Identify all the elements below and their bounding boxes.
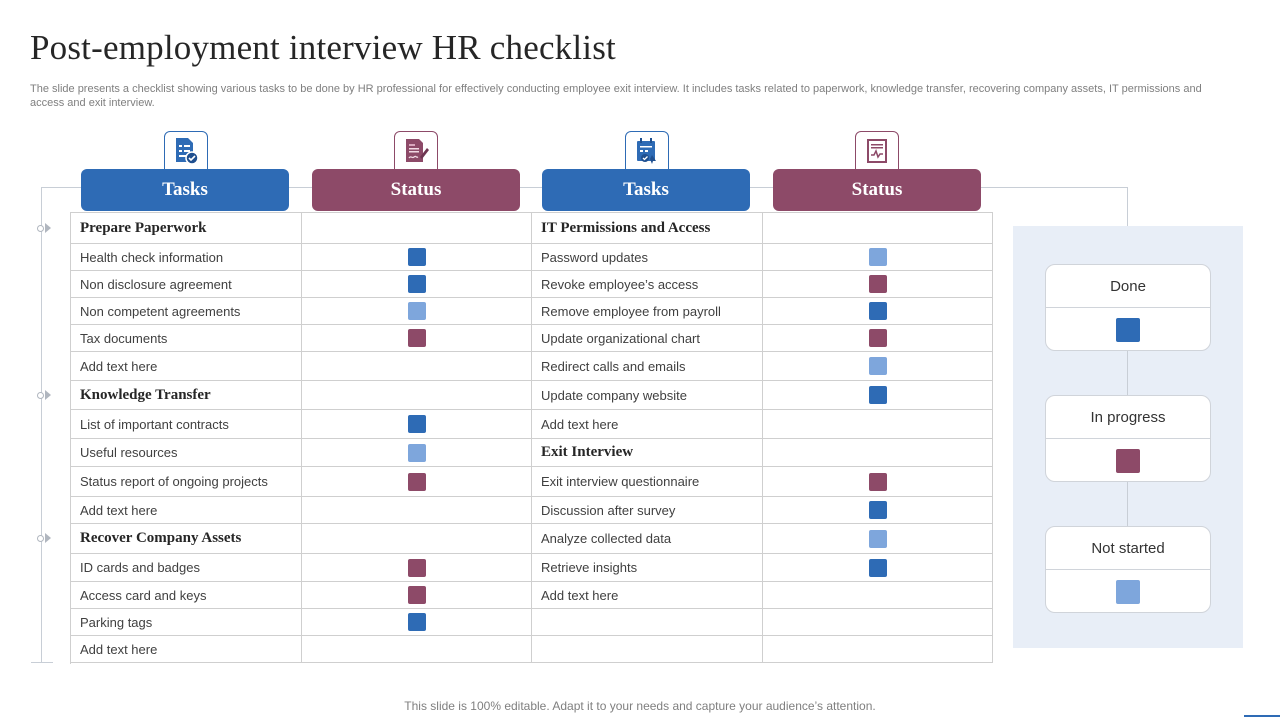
status-cell bbox=[763, 271, 993, 298]
task-label: Password updates bbox=[532, 244, 763, 271]
status-indicator-in-progress bbox=[408, 473, 426, 491]
status-cell bbox=[763, 410, 993, 439]
status-cell bbox=[302, 554, 532, 582]
section-heading: Recover Company Assets bbox=[71, 524, 302, 554]
task-label: Discussion after survey bbox=[532, 497, 763, 524]
status-cell bbox=[302, 244, 532, 271]
status-cell bbox=[302, 271, 532, 298]
task-label: Status report of ongoing projects bbox=[71, 467, 302, 497]
connector-bottom-stub bbox=[31, 662, 53, 663]
task-label: Useful resources bbox=[71, 439, 302, 467]
document-check-icon bbox=[173, 137, 199, 170]
status-cell bbox=[302, 497, 532, 524]
legend-card-done bbox=[1045, 264, 1211, 351]
status-cell bbox=[763, 467, 993, 497]
status-cell bbox=[302, 352, 532, 381]
task-label: Update company website bbox=[532, 381, 763, 410]
status-cell bbox=[302, 467, 532, 497]
task-label: Add text here bbox=[71, 636, 302, 663]
status-cell bbox=[302, 524, 532, 554]
task-label: Add text here bbox=[71, 497, 302, 524]
section-heading: Prepare Paperwork bbox=[71, 213, 302, 244]
task-label: Update organizational chart bbox=[532, 325, 763, 352]
clipboard-chart-icon bbox=[864, 137, 890, 170]
status-cell bbox=[763, 298, 993, 325]
task-label: Health check information bbox=[71, 244, 302, 271]
task-label: Redirect calls and emails bbox=[532, 352, 763, 381]
status-cell bbox=[302, 439, 532, 467]
task-label: Non competent agreements bbox=[71, 298, 302, 325]
task-label: Parking tags bbox=[71, 609, 302, 636]
task-label: Add text here bbox=[532, 582, 763, 609]
legend-label: In progress bbox=[1046, 396, 1210, 439]
legend-underline bbox=[1060, 350, 1192, 351]
status-cell bbox=[763, 636, 993, 663]
signed-document-icon bbox=[403, 137, 429, 170]
connector-left-line bbox=[41, 187, 42, 663]
status-indicator-not-started bbox=[408, 302, 426, 320]
status-cell bbox=[302, 298, 532, 325]
tasks-header-2: Tasks bbox=[542, 169, 750, 211]
status-indicator-done bbox=[408, 248, 426, 266]
status-indicator-done bbox=[408, 613, 426, 631]
task-label: Access card and keys bbox=[71, 582, 302, 609]
calendar-check-icon bbox=[634, 137, 660, 170]
section-heading: Exit Interview bbox=[532, 439, 763, 467]
task-label: Remove employee from payroll bbox=[532, 298, 763, 325]
status-cell bbox=[302, 582, 532, 609]
status-indicator-in-progress bbox=[408, 586, 426, 604]
status-cell bbox=[763, 213, 993, 244]
status-indicator-not-started bbox=[869, 357, 887, 375]
legend-swatch bbox=[1116, 580, 1140, 604]
task-label: Exit interview questionnaire bbox=[532, 467, 763, 497]
status-indicator-in-progress bbox=[408, 329, 426, 347]
page-subtitle: The slide presents a checklist showing various tasks to be done by HR professional for effectively conducting employee exit interview. It includes tasks related to paperwork, knowledge transfer, recovering company assets, IT permissions and access and exit interview. bbox=[30, 83, 1202, 109]
page-title: Post-employment interview HR checklist bbox=[30, 28, 616, 67]
corner-accent bbox=[1244, 715, 1280, 717]
legend-swatch bbox=[1116, 449, 1140, 473]
task-label: Add text here bbox=[71, 352, 302, 381]
section-bullet-knowledge bbox=[37, 390, 51, 400]
status-indicator-done bbox=[869, 386, 887, 404]
task-label: Non disclosure agreement bbox=[71, 271, 302, 298]
status-header-1: Status bbox=[312, 169, 520, 211]
status-indicator-not-started bbox=[869, 530, 887, 548]
section-bullet-paperwork bbox=[37, 223, 51, 233]
status-indicator-done bbox=[869, 501, 887, 519]
status-cell bbox=[302, 325, 532, 352]
status-indicator-in-progress bbox=[408, 559, 426, 577]
status-indicator-done bbox=[408, 275, 426, 293]
legend-label: Not started bbox=[1046, 527, 1210, 570]
status-cell bbox=[763, 381, 993, 410]
task-label bbox=[532, 609, 763, 636]
task-label bbox=[532, 636, 763, 663]
status-cell bbox=[763, 582, 993, 609]
status-indicator-not-started bbox=[408, 444, 426, 462]
task-label: Analyze collected data bbox=[532, 524, 763, 554]
legend-card-not-started bbox=[1045, 526, 1211, 613]
status-cell bbox=[763, 609, 993, 636]
status-cell bbox=[763, 352, 993, 381]
status-cell bbox=[763, 439, 993, 467]
legend-swatch bbox=[1116, 318, 1140, 342]
status-cell bbox=[763, 244, 993, 271]
checklist-table bbox=[70, 212, 993, 664]
status-cell bbox=[763, 554, 993, 582]
status-cell bbox=[302, 636, 532, 663]
status-cell bbox=[302, 410, 532, 439]
status-header-2: Status bbox=[773, 169, 981, 211]
status-cell bbox=[763, 497, 993, 524]
footer-note: This slide is 100% editable. Adapt it to your needs and capture your audience’s attention. bbox=[404, 699, 876, 713]
task-label: List of important contracts bbox=[71, 410, 302, 439]
task-label: Retrieve insights bbox=[532, 554, 763, 582]
status-indicator-in-progress bbox=[869, 329, 887, 347]
task-label: Add text here bbox=[532, 410, 763, 439]
section-bullet-assets bbox=[37, 533, 51, 543]
status-cell bbox=[302, 213, 532, 244]
legend-underline bbox=[1060, 612, 1192, 613]
section-heading: IT Permissions and Access bbox=[532, 213, 763, 244]
legend-label: Done bbox=[1046, 265, 1210, 308]
section-heading: Knowledge Transfer bbox=[71, 381, 302, 410]
status-indicator-done bbox=[408, 415, 426, 433]
status-indicator-done bbox=[869, 559, 887, 577]
status-indicator-not-started bbox=[869, 248, 887, 266]
legend-card-in-progress bbox=[1045, 395, 1211, 482]
task-label: Tax documents bbox=[71, 325, 302, 352]
status-indicator-in-progress bbox=[869, 473, 887, 491]
status-cell bbox=[302, 381, 532, 410]
legend-underline bbox=[1060, 481, 1192, 482]
status-cell bbox=[763, 524, 993, 554]
tasks-header-1: Tasks bbox=[81, 169, 289, 211]
task-label: ID cards and badges bbox=[71, 554, 302, 582]
task-label: Revoke employee’s access bbox=[532, 271, 763, 298]
status-indicator-done bbox=[869, 302, 887, 320]
status-cell bbox=[763, 325, 993, 352]
status-cell bbox=[302, 609, 532, 636]
status-indicator-in-progress bbox=[869, 275, 887, 293]
